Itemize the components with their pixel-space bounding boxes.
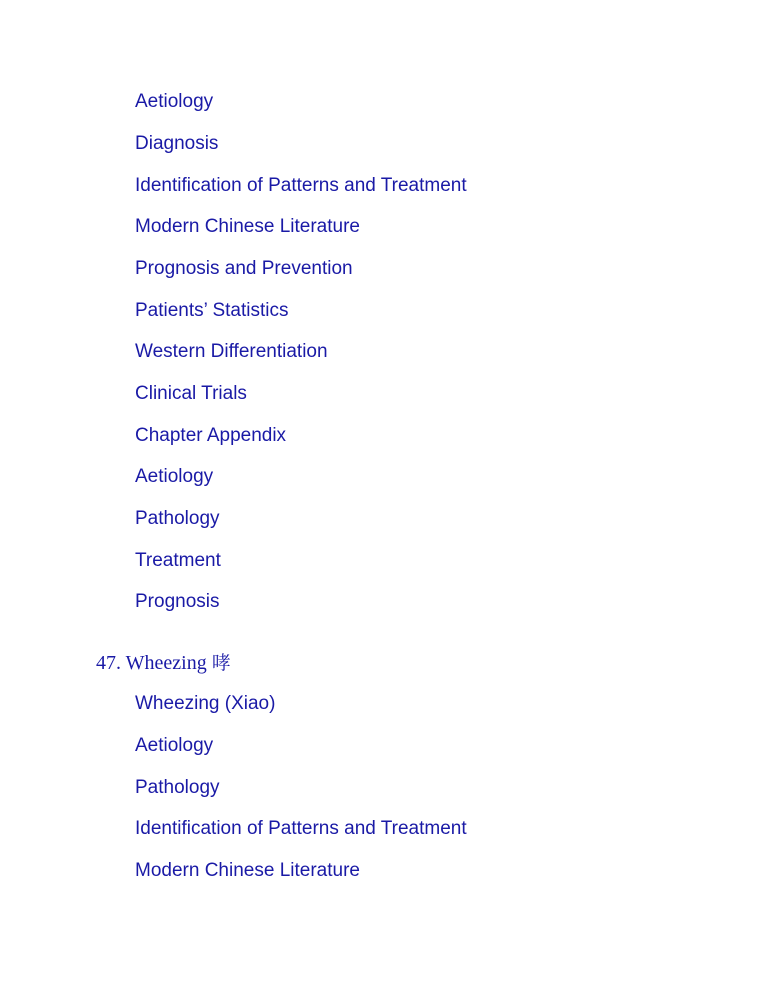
toc-link-chapter-appendix[interactable]: Chapter Appendix xyxy=(135,425,287,446)
chapter-title: Wheezing xyxy=(125,652,207,674)
toc-link-clinical-trials[interactable]: Clinical Trials xyxy=(135,383,247,404)
chapter-number: 47. xyxy=(96,652,121,674)
toc-link-patients-statistics[interactable]: Patients’ Statistics xyxy=(135,300,289,321)
toc-link-modern-chinese-literature[interactable]: Modern Chinese Literature xyxy=(135,216,360,237)
toc-link-appendix-prognosis[interactable]: Prognosis xyxy=(135,591,220,612)
toc-link-diagnosis[interactable]: Diagnosis xyxy=(135,133,219,154)
toc-link-prognosis-and-prevention[interactable]: Prognosis and Prevention xyxy=(135,258,353,279)
chapter-chinese-title: 哮 xyxy=(211,652,231,674)
toc-link-appendix-aetiology[interactable]: Aetiology xyxy=(135,466,214,487)
toc-link-wheezing-aetiology[interactable]: Aetiology xyxy=(135,735,214,756)
toc-link-identification-of-patterns[interactable]: Identification of Patterns and Treatment xyxy=(135,175,467,196)
toc-link-wheezing-xiao[interactable]: Wheezing (Xiao) xyxy=(135,693,276,714)
toc-link-wheezing-identification[interactable]: Identification of Patterns and Treatment xyxy=(135,818,467,839)
toc-link-wheezing-modern-literature[interactable]: Modern Chinese Literature xyxy=(135,860,360,881)
toc-link-appendix-treatment[interactable]: Treatment xyxy=(135,550,221,571)
chapter-heading[interactable] xyxy=(96,650,231,676)
toc-link-western-differentiation[interactable]: Western Differentiation xyxy=(135,341,328,362)
toc-link-wheezing-pathology[interactable]: Pathology xyxy=(135,777,220,798)
toc-link-appendix-pathology[interactable]: Pathology xyxy=(135,508,220,529)
toc-link-aetiology[interactable]: Aetiology xyxy=(135,91,214,112)
